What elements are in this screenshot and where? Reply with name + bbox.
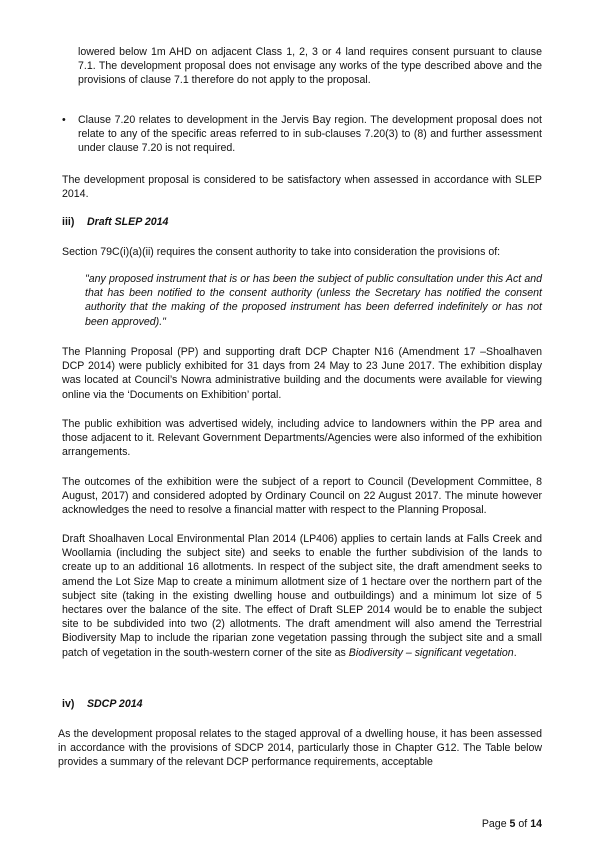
paragraph-italic-term: Biodiversity – significant vegetation: [348, 646, 514, 659]
paragraph-clause-7-1-continued: lowered below 1m AHD on adjacent Class 1, 2, 3 or 4 land requires consent pursuant to clause 7.1. The development proposal does not envisage any works of the type described above and the provisions of clause 7.1 therefore do not apply to the proposal.: [78, 46, 542, 87]
heading-title: SDCP 2014: [86, 698, 143, 710]
page-current: 5: [509, 818, 516, 830]
bullet-item-clause-7-20: [62, 113, 542, 157]
quoted-provision: "any proposed instrument that is or has been the subject of public consultation under this Act and that has been notified to the consent authority (unless the Secretary has notified the consent authority that the making of the proposed instrument has been deferred indefinitely or has not been approved).": [85, 273, 542, 328]
heading-number: iii): [62, 216, 75, 228]
paragraph-sdcp-assessment: As the development proposal relates to the staged approval of a dwelling house, it has been assessed in accordance with the provisions of SDCP 2014, particularly those in Chapter G12. The Table below provides a summary of the relevant DCP performance requirements, acceptable: [58, 728, 542, 769]
section-heading-draft-slep: [62, 215, 168, 229]
heading-number: iv): [62, 698, 75, 710]
paragraph-section-79c: Section 79C(i)(a)(ii) requires the consent authority to take into consideration the provisions of:: [62, 246, 501, 258]
paragraph-exhibition-outcomes: The outcomes of the exhibition were the subject of a report to Council (Development Committee, 8 August, 2017) and considered adopted by Ordinary Council on 22 August 2017. The minute however acknowledges the need to resolve a financial matter with respect to the Planning Proposal.: [62, 476, 542, 517]
of-word: of: [518, 818, 528, 830]
page-total: 14: [530, 818, 542, 830]
bullet-icon: •: [62, 114, 66, 126]
bullet-text: Clause 7.20 relates to development in the Jervis Bay region. The development proposal does not relate to any of the specific areas referred to in sub-clauses 7.20(3) to (8) and further assessment under clause 7.20 is not required.: [78, 114, 542, 155]
paragraph-text: Draft Shoalhaven Local Environmental Plan 2014 (LP406) applies to certain lands at Falls Creek and Woollamia (including the subject site) and seeks to enable the further subdivision of the lands to create up to an additional 16 allotments. In respect of the subject site, the draft amendment seeks to amend the Lot Size Map to create a minimum allotment size of 1 hectare over the northern part of the subject site (taking in the existing dwelling house and outbuildings) and a minimum lot size of 5 hectares over the balance of the site. The effect of Draft SLEP 2014 would be to enable the subject site to be subdivided into two (2) allotments. The draft amendment will also amend the Terrestrial Biodiversity Map to include the riparian zone vegetation passing through the subject site and a small patch of vegetation in the south-western corner of the site as: [62, 533, 542, 659]
section-heading-sdcp: [62, 697, 143, 711]
page-number-footer: [482, 817, 542, 831]
paragraph-public-exhibition-advertised: The public exhibition was advertised widely, including advice to landowners within the PP area and those adjacent to it. Relevant Government Departments/Agencies were also informed of the exhibition arrangements.: [62, 418, 542, 459]
paragraph-text-end: .: [513, 646, 517, 659]
heading-title: Draft SLEP 2014: [86, 216, 169, 228]
paragraph-planning-proposal-exhibition: The Planning Proposal (PP) and supporting draft DCP Chapter N16 (Amendment 17 –Shoalhaven DCP 2014) were publicly exhibited for 31 days from 24 May to 23 June 2017. The exhibition display was located at Council’s Nowra administrative building and the documents were available for viewing online via the ‘Documents on Exhibition’ portal.: [62, 346, 542, 401]
page-word: Page: [481, 818, 507, 830]
paragraph-slep-conclusion: The development proposal is considered to be satisfactory when assessed in accordance with SLEP 2014.: [62, 174, 542, 201]
paragraph-draft-slep-lp406: [62, 532, 542, 660]
